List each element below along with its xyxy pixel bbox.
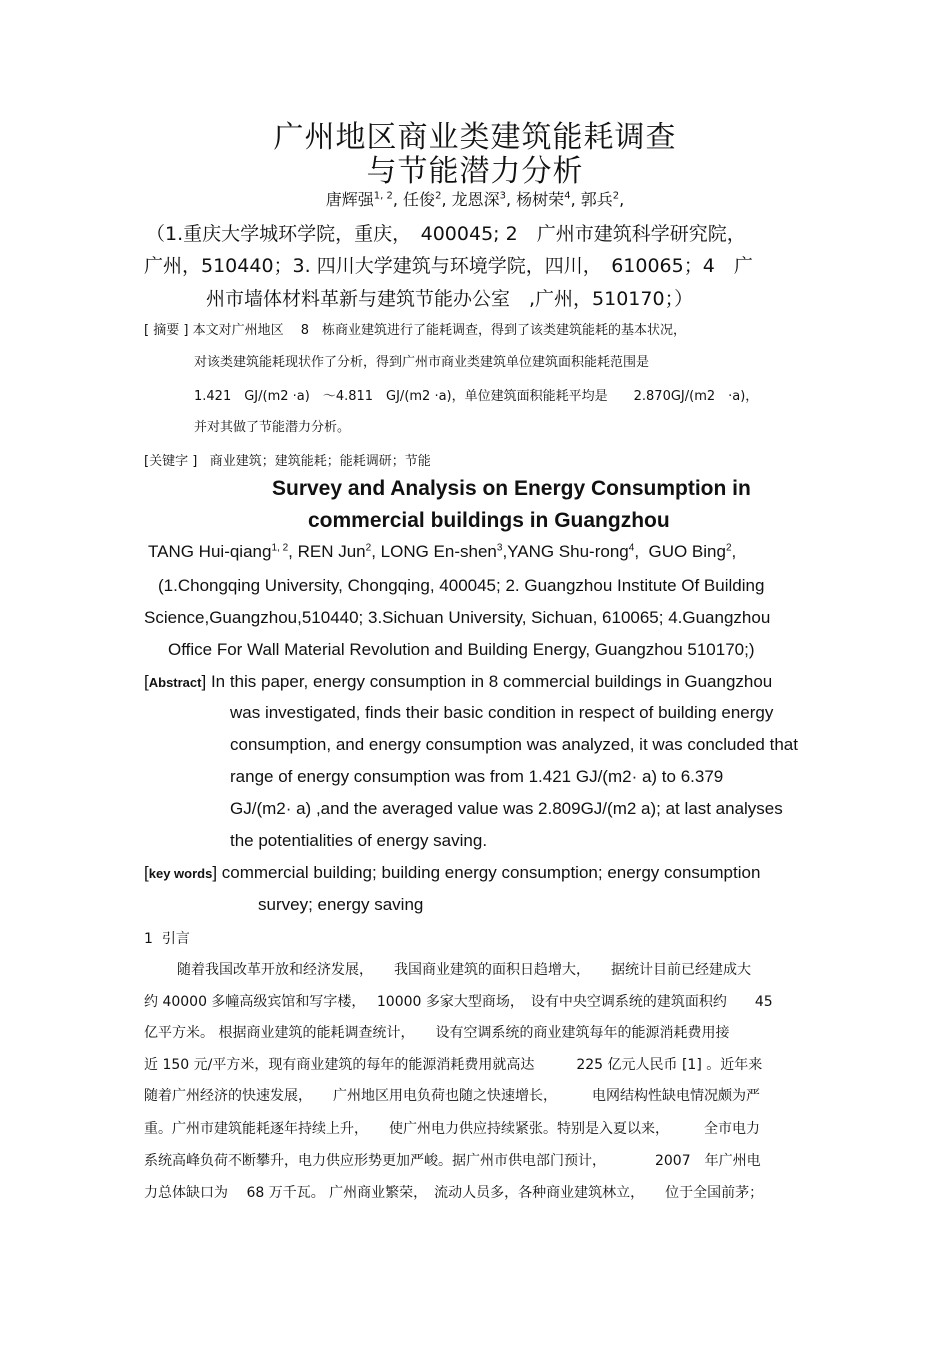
author-name: REN Jun: [297, 542, 366, 561]
abstract-en-line: the potentialities of energy saving.: [230, 831, 488, 850]
keywords-cn-label: [关键字 ]: [144, 454, 198, 469]
keywords-cn-text: 商业建筑；建筑能耗；能耗调研；节能: [209, 454, 431, 469]
author-name: YANG Shu-rong: [507, 542, 629, 561]
abstract-cn-first: [144, 319, 686, 338]
body-line: 系统高峰负荷不断攀升，电力供应形势更加严峻。据广州市供电部门预计， 2007 年广州电: [144, 1153, 761, 1169]
author-name: 龙恩深: [451, 190, 500, 209]
keywords-en: [key words] commercial building; building energy consumption; energy consumption: [144, 863, 761, 882]
body-line: 近 150 元/平方米，现有商业建筑的每年的能源消耗费用就高达 225 亿元人民币 [1] 。近年来: [144, 1057, 763, 1073]
author-name: 唐辉强: [325, 190, 374, 209]
abstract-en-line: consumption, and energy consumption was analyzed, it was concluded that: [230, 735, 798, 754]
abstract-cn-line: 并对其做了节能潜力分析。: [194, 420, 351, 435]
abstract-cn-line: 对该类建筑能耗现状作了分析，得到广州市商业类建筑单位建筑面积能耗范围是: [194, 355, 650, 370]
author-name: 任俊: [403, 190, 436, 209]
affiliation-cn-line-2: 广州，510440；3. 四川大学建筑与环境学院，四川， 610065；4 广: [144, 255, 753, 277]
author-sup: 3: [496, 542, 503, 554]
title-en-line-1: Survey and Analysis on Energy Consumption in: [272, 477, 751, 500]
authors-cn: 唐辉强$^{1, 2}$, 任俊$^2$, 龙恩深$^3$, 杨树荣$^4$, 郭兵$^2$,: [325, 190, 625, 209]
abstract-cn-line: 本文对广州地区 8 栋商业建筑进行了能耗调查，得到了该类建筑能耗的基本状况，: [192, 323, 686, 338]
author-sup: 1, 2: [271, 542, 289, 554]
author-name: 杨树荣: [516, 190, 565, 209]
author-sup: 2: [365, 542, 372, 554]
body-line: 亿平方米。 根据商业建筑的能耗调查统计， 设有空调系统的商业建筑每年的能源消耗费用接: [144, 1025, 730, 1041]
title-cn-line-1: 广州地区商业类建筑能耗调查: [273, 120, 677, 155]
author-name: 郭兵: [580, 190, 613, 209]
author-sup: 4: [628, 542, 635, 554]
section-heading: [144, 928, 190, 948]
author-name: GUO Bing: [648, 542, 726, 561]
title-en-line-2: commercial buildings in Guangzhou: [308, 509, 670, 532]
keywords-en-text: survey; energy saving: [258, 895, 424, 914]
keywords-cn: [144, 450, 431, 469]
author-sup: 1, 2: [373, 190, 393, 202]
author-sup: 2: [435, 190, 442, 202]
author-sup: 2: [725, 542, 732, 554]
abstract-cn-line: 1.421 GJ/(m2 ·a) ～4.811 GJ/(m2 ·a)，单位建筑面积能耗平均是 2.870GJ/(m2 ·a)，: [194, 389, 759, 404]
author-sup: 3: [499, 190, 506, 202]
abstract-en-line: was investigated, finds their basic condition in respect of building energy: [230, 703, 774, 722]
body-line: 随着我国改革开放和经济发展， 我国商业建筑的面积日趋增大， 据统计目前已经建成大: [177, 962, 751, 978]
abstract-en-line: range of energy consumption was from 1.421 GJ/(m2· a) to 6.379: [230, 767, 724, 786]
author-sup: 2: [612, 190, 620, 202]
abstract-en-body: [230, 697, 826, 857]
keywords-en-text: commercial building; building energy consumption; energy consumption: [221, 863, 761, 882]
body-line: 约 40000 多幢高级宾馆和写字楼， 10000 多家大型商场， 设有中央空调系统的建筑面积约 45: [144, 994, 773, 1010]
body-line: 力总体缺口为 68 万千瓦。 广州商业繁荣， 流动人员多，各种商业建筑林立， 位于全国前茅；: [144, 1185, 764, 1201]
keywords-en-label: key words: [148, 866, 213, 881]
affiliation-en-line-1: (1.Chongqing University, Chongqing, 400045; 2. Guangzhou Institute Of Building: [158, 576, 765, 595]
author-sup: 4: [564, 190, 571, 202]
affiliation-cn-line-3: 州市墙体材料革新与建筑节能办公室 ,广州，510170；）: [206, 288, 694, 310]
title-cn-line-2: 与节能潜力分析: [366, 154, 584, 189]
abstract-en-line: GJ/(m2· a) ,and the averaged value was 2.809GJ/(m2 a); at last analyses: [230, 799, 783, 818]
body-line: 随着广州经济的快速发展， 广州地区用电负荷也随之快速增长， 电网结构性缺电情况颇为严: [144, 1088, 760, 1104]
abstract-en-first: [Abstract] In this paper, energy consumption in 8 commercial buildings in Guangzhou: [144, 672, 773, 691]
abstract-en-label: Abstract: [148, 675, 202, 690]
author-name: TANG Hui-qiang: [148, 542, 272, 561]
abstract-en-line: In this paper, energy consumption in 8 commercial buildings in Guangzhou: [210, 672, 773, 691]
affiliation-en-line-2: Science,Guangzhou,510440; 3.Sichuan University, Sichuan, 610065; 4.Guangzhou: [144, 608, 771, 627]
section-number: 1: [144, 931, 153, 947]
body-line: 重。广州市建筑能耗逐年持续上升， 使广州电力供应持续紧张。特别是入夏以来， 全市电力: [144, 1121, 760, 1137]
author-name: LONG En-shen: [380, 542, 497, 561]
section-title: 引言: [161, 931, 190, 947]
abstract-cn-label: [ 摘要 ]: [144, 323, 189, 338]
affiliation-cn-line-1: （1.重庆大学城环学院，重庆， 400045; 2 广州市建筑科学研究院，: [146, 223, 746, 245]
affiliation-en-line-3: Office For Wall Material Revolution and Building Energy, Guangzhou 510170;): [168, 640, 755, 659]
authors-en: TANG Hui-qiang$^{1, 2}$, REN Jun$^2$, LONG En-shen$^3$,YANG Shu-rong$^4$, GUO Bing$^2$,: [148, 542, 737, 561]
